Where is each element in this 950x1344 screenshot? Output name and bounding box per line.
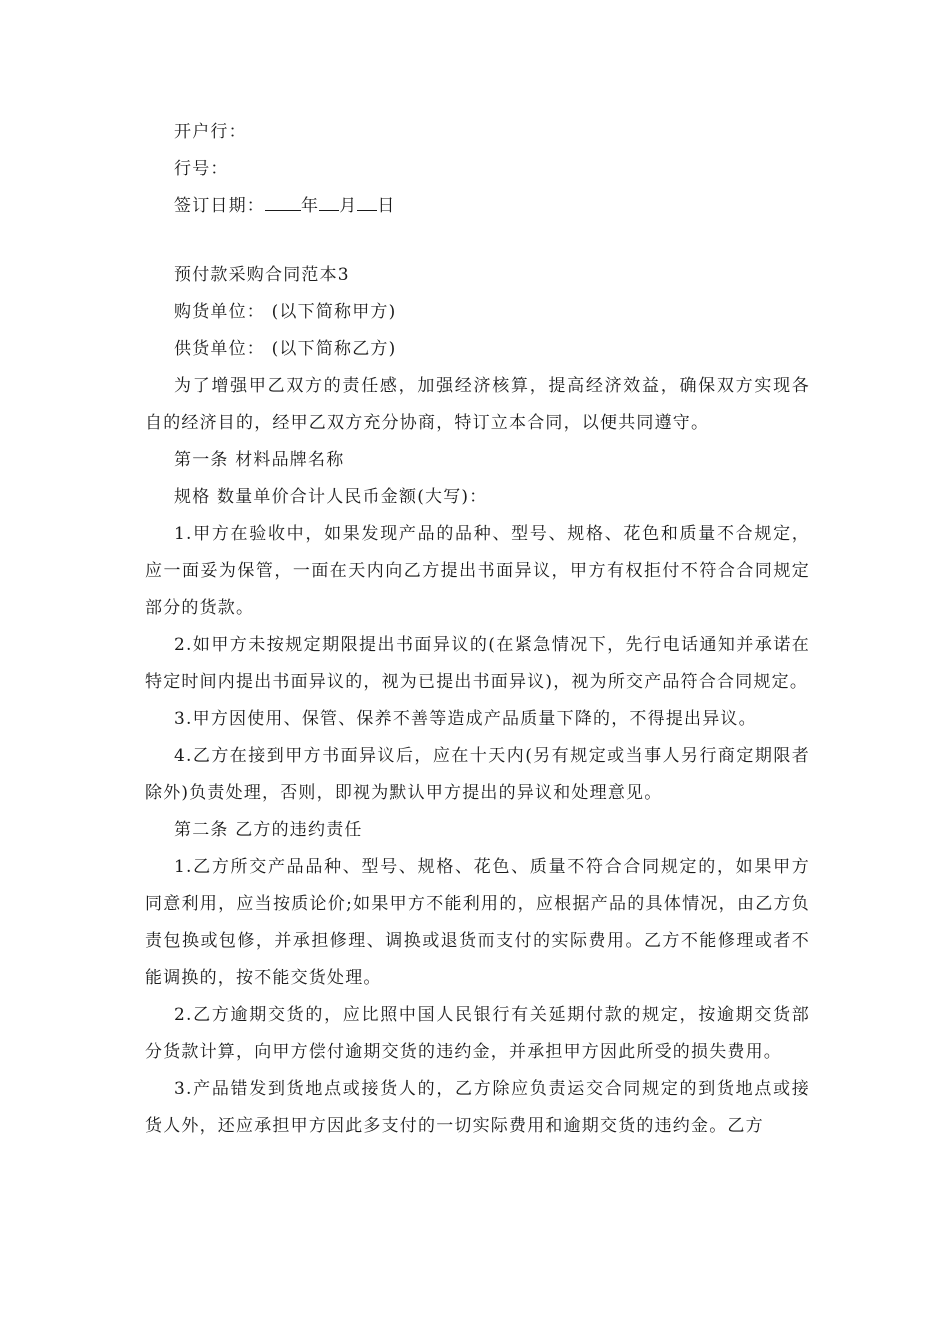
bank-number-label: 行号： [174,159,229,179]
article-1-item-3: 3.甲方因使用、保管、保养不善等造成产品质量下降的，不得提出异议。 [174,709,757,729]
article-2-item-1: 1.乙方所交产品品种、型号、规格、花色、质量不符合合同规定的，如果甲方同意利用，应当按质论价;如果甲方不能利用的，应根据产品的具体情况，由乙方负责包换或包修，并承担修理、调换或退货而支付的实际费用。乙方不能修理或者不能调换的，按不能交货处理。 [145,857,810,988]
bank-label: 开户行： [174,122,247,142]
article-2-title: 第二条 乙方的违约责任 [174,820,363,840]
article-1-title: 第一条 材料品牌名称 [174,450,345,470]
section-spacer [145,225,810,257]
day-blank [357,210,377,211]
month-blank [319,210,339,211]
year-blank [265,210,301,211]
sign-date-label: 签订日期： [174,196,265,216]
article-1-item-2: 2.如甲方未按规定期限提出书面异议的(在紧急情况下，先行电话通知并承诺在特定时间内提出书面异议的，视为已提出书面异议)，视为所交产品符合合同规定。 [145,635,810,692]
article-2-item-3: 3.产品错发到货地点或接货人的，乙方除应负责运交合同规定的到货地点或接货人外，还应承担甲方因此多支付的一切实际费用和逾期交货的违约金。乙方 [145,1079,810,1136]
spec-line: 规格 数量单价合计人民币金额(大写)： [174,487,488,507]
supplier-line: 供货单位： (以下简称乙方) [174,339,397,359]
month-label: 月 [339,196,358,216]
day-label: 日 [377,196,396,216]
article-2-item-2: 2.乙方逾期交货的，应比照中国人民银行有关延期付款的规定，按逾期交货部分货款计算，向甲方偿付逾期交货的违约金，并承担甲方因此所受的损失费用。 [145,1005,810,1062]
contract-title: 预付款采购合同范本3 [174,265,350,285]
sign-date-line [145,188,810,225]
article-1-item-1: 1.甲方在验收中，如果发现产品的品种、型号、规格、花色和质量不合规定，应一面妥为保管，一面在天内向乙方提出书面异议，甲方有权拒付不符合合同规定部分的货款。 [145,524,810,618]
document-body [145,114,810,1145]
buyer-line: 购货单位： (以下简称甲方) [174,302,397,322]
preamble-paragraph: 为了增强甲乙双方的责任感，加强经济核算，提高经济效益，确保双方实现各自的经济目的，经甲乙双方充分协商，特订立本合同，以便共同遵守。 [145,376,810,433]
year-label: 年 [301,196,320,216]
article-1-item-4: 4.乙方在接到甲方书面异议后，应在十天内(另有规定或当事人另行商定期限者除外)负责处理，否则，即视为默认甲方提出的异议和处理意见。 [145,746,810,803]
